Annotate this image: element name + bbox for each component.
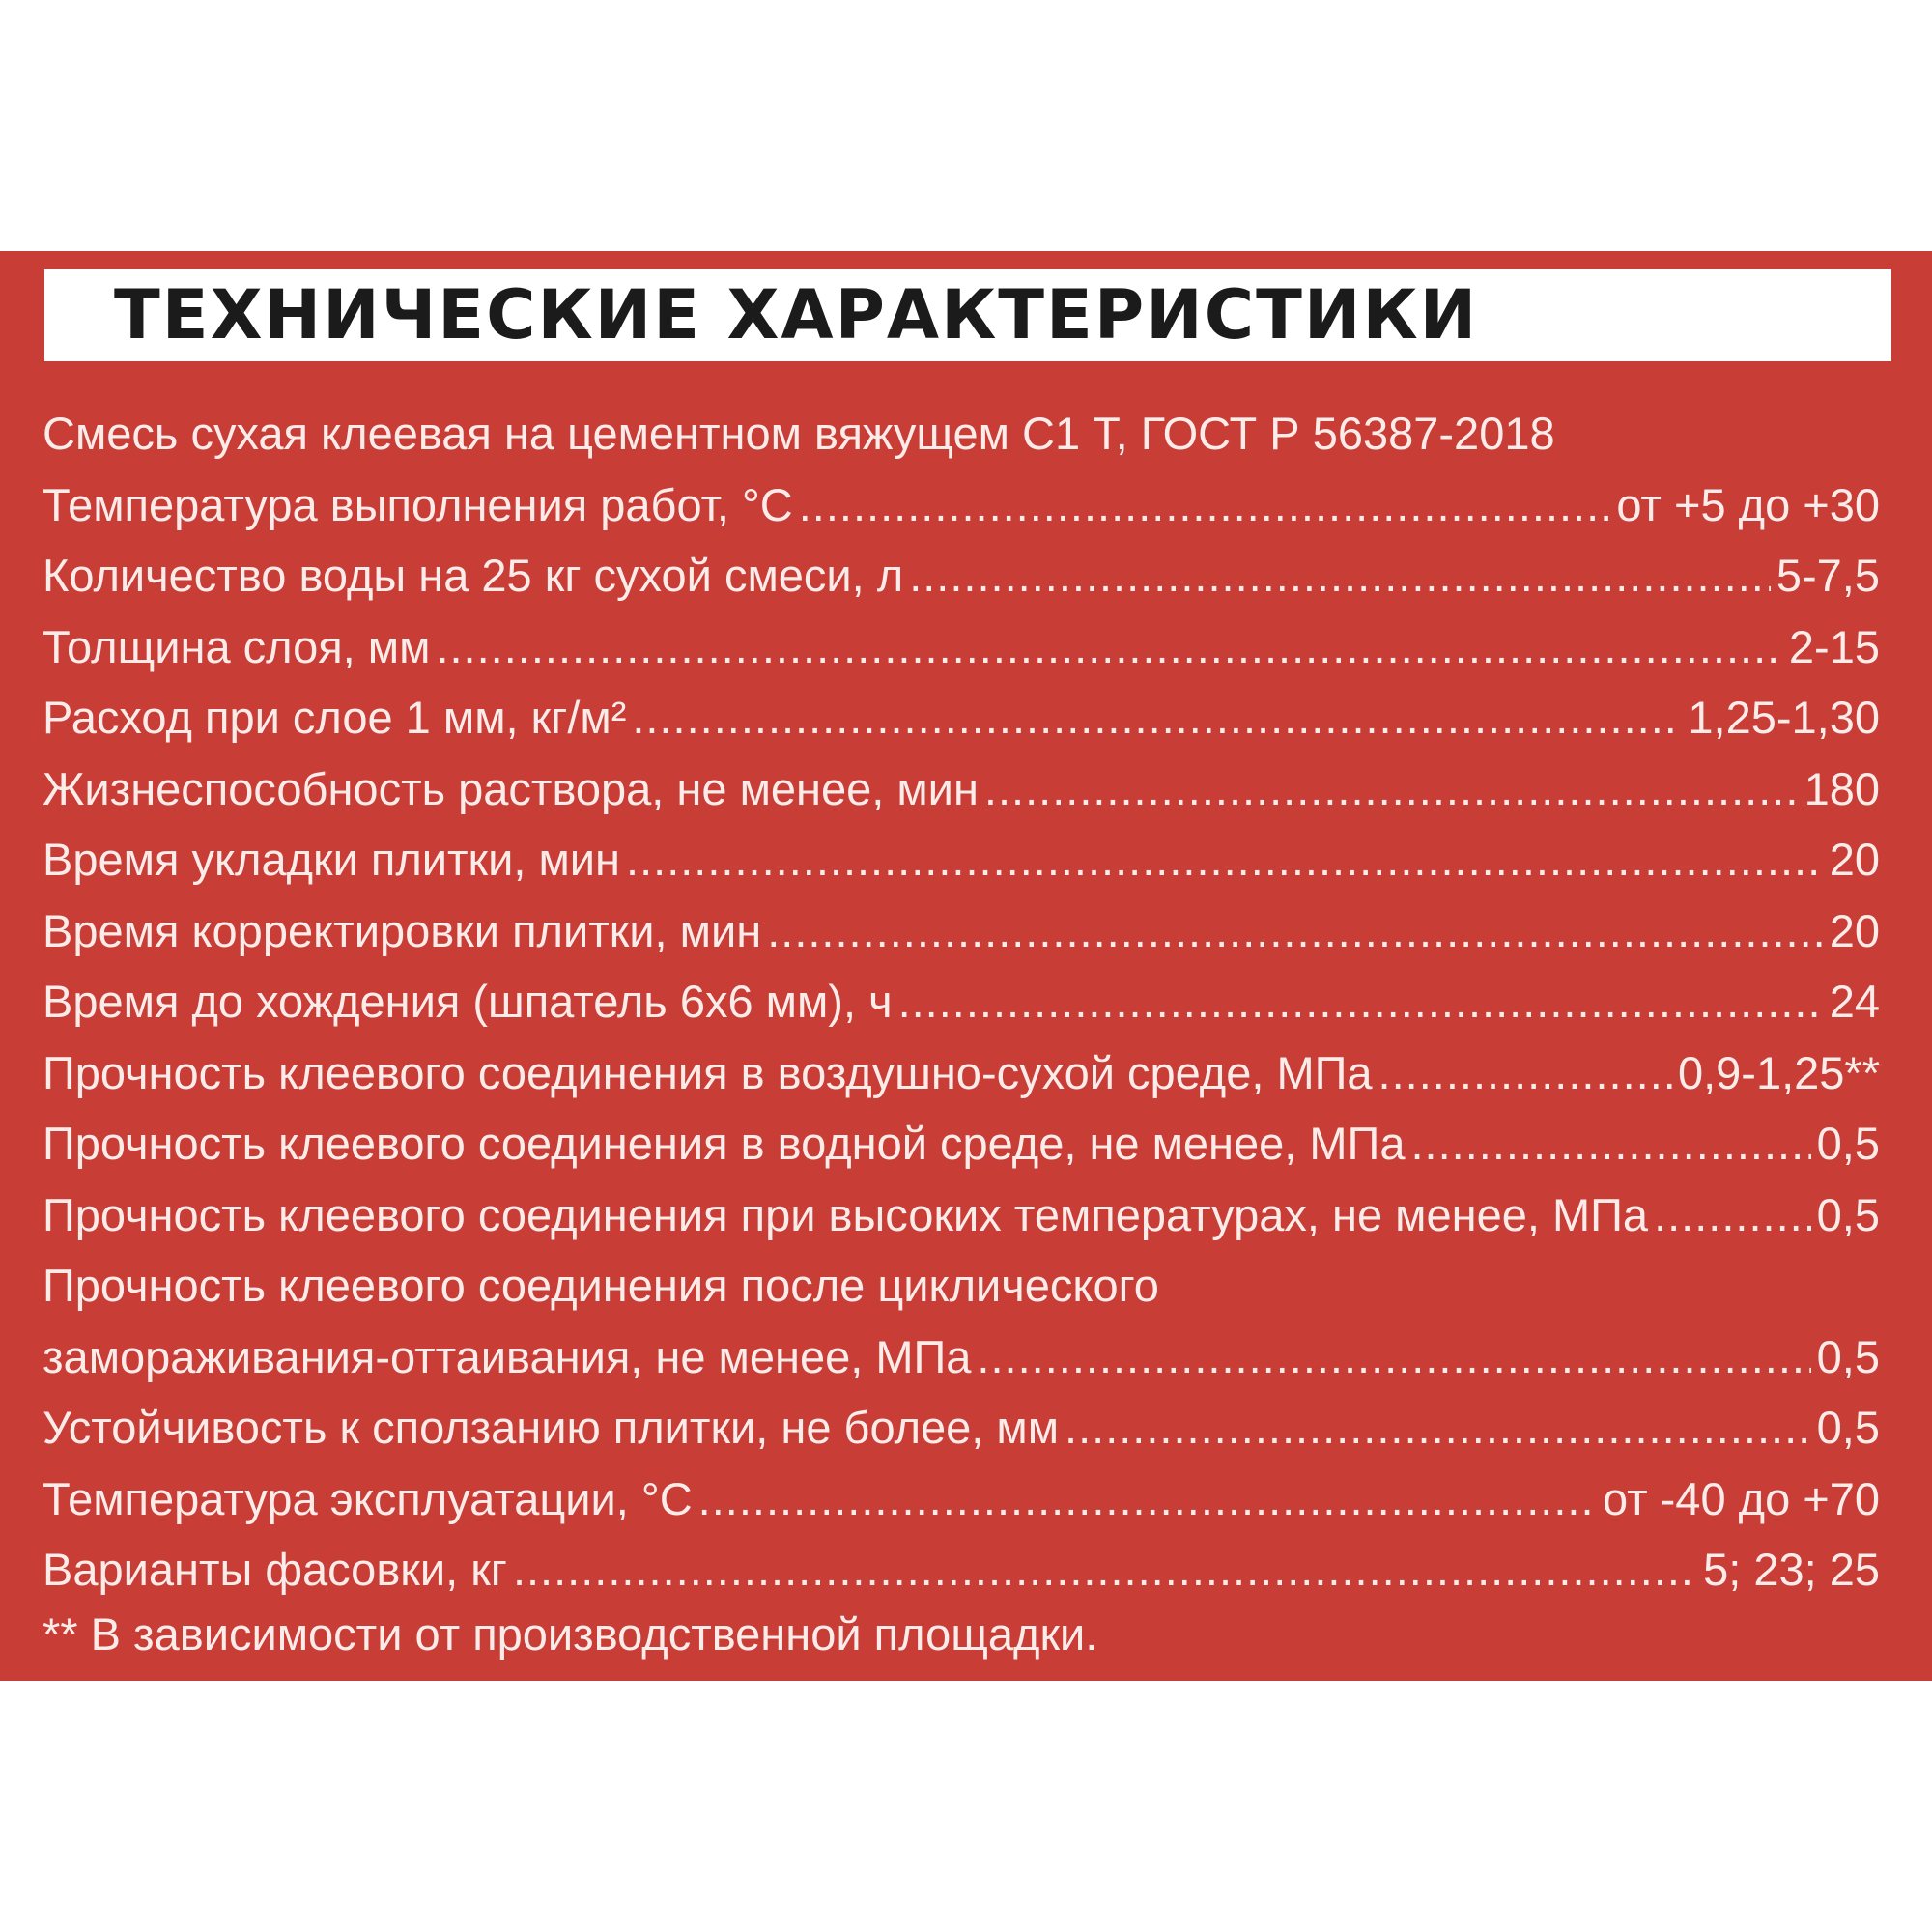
spec-label: Температура выполнения работ, °С (43, 478, 793, 530)
spec-label: Расход при слое 1 мм, кг/м² (43, 692, 627, 743)
page-title: ТЕХНИЧЕСКИЕ ХАРАКТЕРИСТИКИ (114, 275, 1479, 355)
spec-value: 0,5 (1816, 1402, 1880, 1453)
spec-value: 0,5 (1816, 1118, 1880, 1169)
spec-label: Температура эксплуатации, °С (43, 1472, 693, 1524)
dot-leader (767, 895, 1824, 967)
spec-value: 0,9-1,25** (1677, 1046, 1880, 1098)
dot-leader (909, 540, 1771, 611)
dot-leader (698, 1463, 1597, 1535)
spec-row-correction-time (43, 895, 1880, 967)
spec-label: Время укладки плитки, мин (43, 834, 621, 885)
dot-leader (984, 753, 1799, 825)
spec-row-layer-thickness (43, 611, 1880, 683)
dot-leader (1378, 1037, 1672, 1109)
spec-value: 5; 23; 25 (1703, 1544, 1880, 1595)
spec-row-strength-high-temp (43, 1179, 1880, 1251)
intro-text: Смесь сухая клеевая на цементном вяжущем С1 Т, ГОСТ Р 56387-2018 (43, 408, 1555, 459)
dot-leader (632, 682, 1682, 753)
spec-row-packaging (43, 1534, 1880, 1605)
spec-list (43, 398, 1880, 1663)
dot-leader (977, 1321, 1810, 1393)
spec-label-cyclic-line1: Прочность клеевого соединения после циклического (43, 1260, 1159, 1311)
spec-label: Количество воды на 25 кг сухой смеси, л (43, 550, 904, 601)
spec-value: 24 (1829, 976, 1880, 1027)
dot-leader (799, 469, 1611, 541)
spec-value: 5-7,5 (1776, 550, 1880, 601)
spec-label: Время до хождения (шпатель 6х6 мм), ч (43, 976, 893, 1027)
dot-leader (898, 966, 1824, 1037)
spec-value: 20 (1829, 834, 1880, 885)
footnote: ** В зависимости от производственной площадки. (43, 1607, 1098, 1660)
dot-leader (1410, 1108, 1810, 1179)
spec-row-service-temperature (43, 1463, 1880, 1535)
spec-row-pot-life (43, 753, 1880, 825)
spec-row-work-temperature (43, 469, 1880, 541)
spec-value: 0,5 (1816, 1330, 1880, 1382)
spec-label: замораживания-оттаивания, не менее, МПа (43, 1330, 972, 1382)
spec-label: Толщина слоя, мм (43, 620, 431, 672)
spec-row-laying-time (43, 824, 1880, 895)
dot-leader (513, 1534, 1697, 1605)
spec-label: Варианты фасовки, кг (43, 1544, 507, 1595)
dot-leader (436, 611, 1782, 683)
spec-row-slip-resistance (43, 1392, 1880, 1463)
spec-value: 180 (1804, 762, 1880, 814)
spec-value: 0,5 (1816, 1188, 1880, 1240)
spec-label: Время корректировки плитки, мин (43, 904, 762, 956)
spec-row-walk-time (43, 966, 1880, 1037)
spec-label: Прочность клеевого соединения в воздушно-сухой среде, МПа (43, 1046, 1373, 1098)
spec-value: 2-15 (1788, 620, 1880, 672)
spec-value: от -40 до +70 (1602, 1472, 1880, 1524)
spec-row-strength-water (43, 1108, 1880, 1179)
spec-label: Прочность клеевого соединения в водной среде, не менее, МПа (43, 1118, 1406, 1169)
spec-value: 1,25-1,30 (1688, 692, 1880, 743)
spec-row-water-amount (43, 540, 1880, 611)
spec-value: 20 (1829, 904, 1880, 956)
dot-leader (626, 824, 1824, 895)
spec-panel (0, 251, 1932, 1681)
spec-row-consumption (43, 682, 1880, 753)
title-bar (44, 269, 1891, 361)
dot-leader (1654, 1179, 1811, 1251)
dot-leader (1065, 1392, 1811, 1463)
spec-label: Устойчивость к сползанию плитки, не более, мм (43, 1402, 1060, 1453)
spec-label: Прочность клеевого соединения при высоких температурах, не менее, МПа (43, 1188, 1649, 1240)
spec-label: Жизнеспособность раствора, не менее, мин (43, 762, 979, 814)
spec-row-strength-air-dry (43, 1037, 1880, 1109)
spec-value: от +5 до +30 (1616, 478, 1880, 530)
spec-row-strength-cyclic (43, 1321, 1880, 1393)
